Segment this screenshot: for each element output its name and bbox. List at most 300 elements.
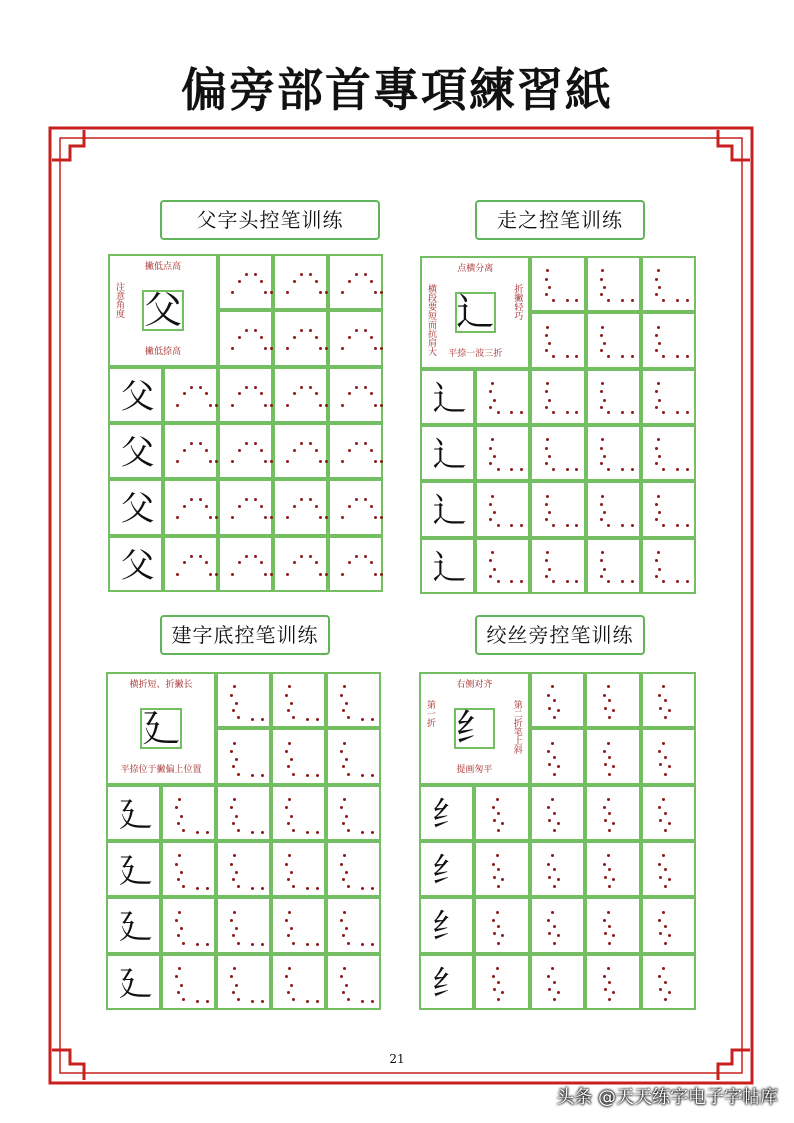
guide-dot: [600, 406, 603, 409]
guide-dot: [209, 460, 212, 463]
guide-dot: [355, 498, 358, 501]
guide-dot: [238, 336, 241, 339]
guide-dot: [608, 829, 611, 832]
guide-dot: [686, 524, 689, 527]
guide-dot: [235, 984, 238, 987]
guide-dot: [245, 498, 248, 501]
practice-cell: [163, 423, 218, 479]
guide-dot: [315, 280, 318, 283]
guide-dot: [608, 868, 611, 871]
practice-cell: [585, 728, 640, 784]
guide-dot: [497, 981, 500, 984]
guide-dot: [316, 1000, 319, 1003]
guide-dot: [306, 943, 309, 946]
guide-dot: [341, 460, 344, 463]
guide-dot: [603, 511, 606, 514]
guide-dot: [292, 885, 295, 888]
practice-cell: [216, 672, 271, 728]
guide-dot: [621, 411, 624, 414]
practice-cell: [328, 310, 383, 366]
guide-dot: [658, 863, 661, 866]
guide-dot: [552, 299, 555, 302]
guide-dot: [612, 709, 615, 712]
sample-character: 廴: [141, 705, 180, 750]
guide-dot: [178, 967, 181, 970]
guide-dot: [245, 442, 248, 445]
guide-dot: [566, 411, 569, 414]
guide-dot: [621, 355, 624, 358]
guide-dot: [658, 286, 661, 289]
guide-dot: [662, 468, 665, 471]
guide-dot: [548, 988, 551, 991]
guide-dot: [261, 1000, 264, 1003]
guide-dot: [364, 273, 367, 276]
practice-cell: [328, 254, 383, 310]
practice-cell: [273, 479, 328, 535]
guide-dot: [655, 406, 658, 409]
practice-cell: [326, 785, 381, 841]
practice-cell: [218, 254, 273, 310]
guide-dot: [238, 561, 241, 564]
guide-dot: [180, 984, 183, 987]
guide-dot: [601, 495, 604, 498]
guide-dot: [230, 750, 233, 753]
guide-dot: [315, 336, 318, 339]
guide-dot: [374, 573, 377, 576]
guide-dot: [233, 911, 236, 914]
guide-dot: [209, 404, 212, 407]
guide-dot: [199, 498, 202, 501]
guide-dot: [657, 438, 660, 441]
practice-cell: [106, 897, 161, 953]
guide-dot: [306, 774, 309, 777]
guide-dot: [662, 411, 665, 414]
practice-cell: [419, 841, 474, 897]
guide-dot: [607, 299, 610, 302]
guide-dot: [658, 568, 661, 571]
guide-dot: [601, 551, 604, 554]
practice-grid-0: [108, 254, 383, 592]
guide-dot: [607, 524, 610, 527]
guide-dot: [668, 822, 671, 825]
guide-dot: [361, 1000, 364, 1003]
guide-dot: [182, 942, 185, 945]
guide-dot: [553, 868, 556, 871]
guide-dot: [230, 694, 233, 697]
guide-dot: [309, 442, 312, 445]
guide-dot: [497, 812, 500, 815]
guide-dot: [489, 518, 492, 521]
practice-cell: [273, 367, 328, 423]
guide-dot: [603, 863, 606, 866]
guide-dot: [604, 876, 607, 879]
guide-dot: [658, 975, 661, 978]
guide-dot: [293, 561, 296, 564]
guide-dot: [361, 887, 364, 890]
guide-dot: [231, 573, 234, 576]
guide-dot: [668, 765, 671, 768]
practice-cell: [218, 423, 273, 479]
guide-dot: [553, 981, 556, 984]
guide-dot: [655, 447, 658, 450]
guide-dot: [604, 707, 607, 710]
guide-dot: [292, 829, 295, 832]
guide-dot: [261, 887, 264, 890]
guide-dot: [668, 878, 671, 881]
guide-dot: [676, 524, 679, 527]
guide-dot: [501, 934, 504, 937]
practice-cell: [586, 481, 641, 537]
guide-dot: [196, 943, 199, 946]
guide-dot: [264, 460, 267, 463]
guide-dot: [254, 555, 257, 558]
guide-dot: [548, 342, 551, 345]
guide-dot: [510, 580, 513, 583]
guide-dot: [607, 355, 610, 358]
guide-dot: [545, 575, 548, 578]
guide-dot: [607, 967, 610, 970]
guide-dot: [631, 580, 634, 583]
guide-dot: [233, 685, 236, 688]
guide-dot: [662, 798, 665, 801]
guide-dot: [557, 878, 560, 881]
guide-dot: [492, 863, 495, 866]
guide-dot: [600, 293, 603, 296]
guide-dot: [601, 382, 604, 385]
note-top: 点横分离: [457, 264, 494, 274]
guide-dot: [231, 516, 234, 519]
guide-dot: [300, 498, 303, 501]
guide-dot: [232, 934, 235, 937]
guide-dot: [380, 573, 383, 576]
guide-dot: [231, 460, 234, 463]
guide-dot: [600, 462, 603, 465]
guide-dot: [196, 831, 199, 834]
guide-dot: [686, 355, 689, 358]
guide-dot: [600, 518, 603, 521]
guide-dot: [292, 773, 295, 776]
guide-dot: [232, 878, 235, 881]
guide-dot: [182, 885, 185, 888]
guide-dot: [557, 991, 560, 994]
practice-cell: [161, 785, 216, 841]
guide-dot: [662, 911, 665, 914]
guide-dot: [612, 878, 615, 881]
practice-cell: [216, 785, 271, 841]
practice-cell: [218, 367, 273, 423]
guide-dot: [608, 773, 611, 776]
guide-dot: [315, 392, 318, 395]
guide-dot: [292, 716, 295, 719]
practice-cell: [271, 841, 326, 897]
trace-character: 父: [120, 489, 155, 530]
note-right: 第二折笔上斜: [511, 700, 522, 755]
guide-dot: [655, 518, 658, 521]
guide-dot: [347, 829, 350, 832]
guide-dot: [501, 822, 504, 825]
guide-dot: [178, 911, 181, 914]
guide-dot: [286, 347, 289, 350]
guide-dot: [552, 580, 555, 583]
practice-cell: [108, 536, 163, 592]
practice-cell: [161, 897, 216, 953]
practice-cell: [641, 538, 696, 594]
guide-dot: [551, 685, 554, 688]
guide-dot: [548, 876, 551, 879]
guide-dot: [300, 273, 303, 276]
practice-cell: [585, 672, 640, 728]
guide-dot: [245, 273, 248, 276]
guide-dot: [286, 291, 289, 294]
note-bottom: 平捺一波三折: [448, 348, 503, 359]
trace-character: 廴: [118, 851, 153, 891]
guide-dot: [233, 742, 236, 745]
guide-dot: [548, 455, 551, 458]
guide-dot: [631, 468, 634, 471]
guide-dot: [510, 468, 513, 471]
practice-cell: [641, 256, 696, 312]
practice-cell: [273, 423, 328, 479]
guide-dot: [492, 975, 495, 978]
guide-dot: [664, 716, 667, 719]
trace-character: 纟: [431, 963, 466, 1004]
guide-dot: [254, 273, 257, 276]
guide-dot: [545, 559, 548, 562]
guide-dot: [340, 806, 343, 809]
guide-dot: [319, 516, 322, 519]
guide-dot: [288, 798, 291, 801]
guide-dot: [190, 386, 193, 389]
guide-dot: [230, 975, 233, 978]
guide-dot: [316, 943, 319, 946]
practice-cell: [586, 369, 641, 425]
guide-dot: [371, 943, 374, 946]
guide-dot: [604, 988, 607, 991]
guide-dot: [340, 863, 343, 866]
guide-dot: [501, 878, 504, 881]
sample-character: 纟: [455, 705, 494, 750]
practice-cell: [530, 785, 585, 841]
guide-dot: [316, 718, 319, 721]
guide-dot: [621, 524, 624, 527]
guide-dot: [493, 455, 496, 458]
guide-dot: [659, 707, 662, 710]
guide-dot: [491, 551, 494, 554]
guide-dot: [374, 291, 377, 294]
guide-dot: [496, 967, 499, 970]
guide-dot: [245, 386, 248, 389]
guide-dot: [178, 798, 181, 801]
guide-dot: [251, 943, 254, 946]
practice-cell: [530, 728, 585, 784]
practice-cell: [216, 954, 271, 1010]
guide-dot: [631, 299, 634, 302]
guide-dot: [254, 498, 257, 501]
practice-cell: [216, 841, 271, 897]
guide-dot: [355, 273, 358, 276]
guide-dot: [176, 460, 179, 463]
guide-dot: [551, 854, 554, 857]
guide-dot: [251, 831, 254, 834]
guide-dot: [355, 555, 358, 558]
guide-dot: [664, 981, 667, 984]
practice-cell: [641, 672, 696, 728]
guide-dot: [235, 871, 238, 874]
guide-dot: [493, 511, 496, 514]
guide-dot: [655, 575, 658, 578]
guide-dot: [355, 329, 358, 332]
guide-dot: [287, 822, 290, 825]
guide-dot: [497, 524, 500, 527]
guide-dot: [664, 942, 667, 945]
practice-cell: [530, 897, 585, 953]
guide-dot: [183, 392, 186, 395]
guide-dot: [340, 750, 343, 753]
guide-dot: [319, 573, 322, 576]
guide-dot: [493, 932, 496, 935]
guide-dot: [553, 925, 556, 928]
guide-dot: [557, 765, 560, 768]
guide-dot: [612, 934, 615, 937]
practice-cell: [420, 425, 475, 481]
guide-dot: [348, 561, 351, 564]
guide-dot: [664, 812, 667, 815]
guide-dot: [662, 854, 665, 857]
guide-dot: [300, 386, 303, 389]
guide-dot: [600, 349, 603, 352]
practice-cell: [641, 897, 696, 953]
guide-dot: [300, 329, 303, 332]
guide-dot: [251, 718, 254, 721]
guide-dot: [345, 758, 348, 761]
practice-cell: [106, 841, 161, 897]
guide-dot: [341, 291, 344, 294]
practice-cell: [475, 369, 530, 425]
guide-dot: [177, 822, 180, 825]
guide-dot: [288, 742, 291, 745]
sample-character: 父: [143, 287, 182, 332]
guide-dot: [347, 942, 350, 945]
guide-dot: [348, 280, 351, 283]
guide-dot: [235, 927, 238, 930]
guide-dot: [182, 998, 185, 1001]
guide-dot: [231, 347, 234, 350]
trace-character: 父: [120, 376, 155, 417]
guide-dot: [315, 561, 318, 564]
guide-dot: [662, 355, 665, 358]
note-left: 第一折: [425, 700, 435, 728]
guide-dot: [205, 561, 208, 564]
guide-dot: [190, 442, 193, 445]
guide-dot: [260, 280, 263, 283]
guide-dot: [345, 702, 348, 705]
guide-dot: [287, 991, 290, 994]
practice-cell: [216, 728, 271, 784]
practice-cell: [586, 256, 641, 312]
guide-dot: [655, 293, 658, 296]
guide-dot: [199, 442, 202, 445]
guide-dot: [566, 468, 569, 471]
guide-dot: [566, 299, 569, 302]
note-left: 横段要短而抗肩大: [426, 284, 436, 357]
guide-dot: [612, 765, 615, 768]
practice-cell: [328, 479, 383, 535]
guide-dot: [285, 694, 288, 697]
guide-dot: [668, 991, 671, 994]
guide-dot: [547, 694, 550, 697]
guide-dot: [664, 885, 667, 888]
guide-dot: [343, 742, 346, 745]
guide-dot: [548, 819, 551, 822]
guide-dot: [659, 876, 662, 879]
guide-dot: [309, 555, 312, 558]
guide-dot: [545, 293, 548, 296]
practice-cell: [530, 369, 585, 425]
guide-dot: [290, 927, 293, 930]
guide-dot: [205, 392, 208, 395]
guide-dot: [287, 765, 290, 768]
guide-dot: [233, 967, 236, 970]
guide-dot: [374, 404, 377, 407]
guide-dot: [600, 559, 603, 562]
guide-dot: [664, 773, 667, 776]
note-bottom: 平捺位于撇偏上位置: [120, 764, 202, 775]
guide-dot: [230, 919, 233, 922]
guide-dot: [175, 975, 178, 978]
guide-dot: [237, 885, 240, 888]
guide-dot: [658, 455, 661, 458]
practice-cell: [530, 538, 585, 594]
guide-dot: [545, 334, 548, 337]
guide-dot: [553, 998, 556, 1001]
practice-cell: [108, 423, 163, 479]
guide-dot: [371, 887, 374, 890]
guide-dot: [668, 934, 671, 937]
guide-dot: [552, 524, 555, 527]
guide-dot: [657, 495, 660, 498]
guide-dot: [290, 758, 293, 761]
guide-dot: [607, 742, 610, 745]
guide-dot: [231, 291, 234, 294]
practice-cell: [641, 481, 696, 537]
guide-dot: [608, 925, 611, 928]
guide-dot: [546, 326, 549, 329]
guide-dot: [497, 942, 500, 945]
guide-dot: [510, 411, 513, 414]
guide-dot: [206, 887, 209, 890]
guide-dot: [196, 1000, 199, 1003]
guide-dot: [238, 280, 241, 283]
guide-dot: [608, 981, 611, 984]
guide-dot: [342, 991, 345, 994]
guide-dot: [658, 399, 661, 402]
guide-dot: [286, 404, 289, 407]
guide-dot: [659, 988, 662, 991]
guide-dot: [177, 991, 180, 994]
guide-dot: [285, 975, 288, 978]
guide-dot: [548, 286, 551, 289]
guide-dot: [374, 347, 377, 350]
guide-dot: [552, 355, 555, 358]
guide-dot: [347, 716, 350, 719]
guide-dot: [607, 854, 610, 857]
guide-dot: [251, 774, 254, 777]
guide-dot: [370, 392, 373, 395]
guide-dot: [601, 326, 604, 329]
guide-dot: [316, 774, 319, 777]
guide-dot: [374, 460, 377, 463]
guide-dot: [557, 822, 560, 825]
